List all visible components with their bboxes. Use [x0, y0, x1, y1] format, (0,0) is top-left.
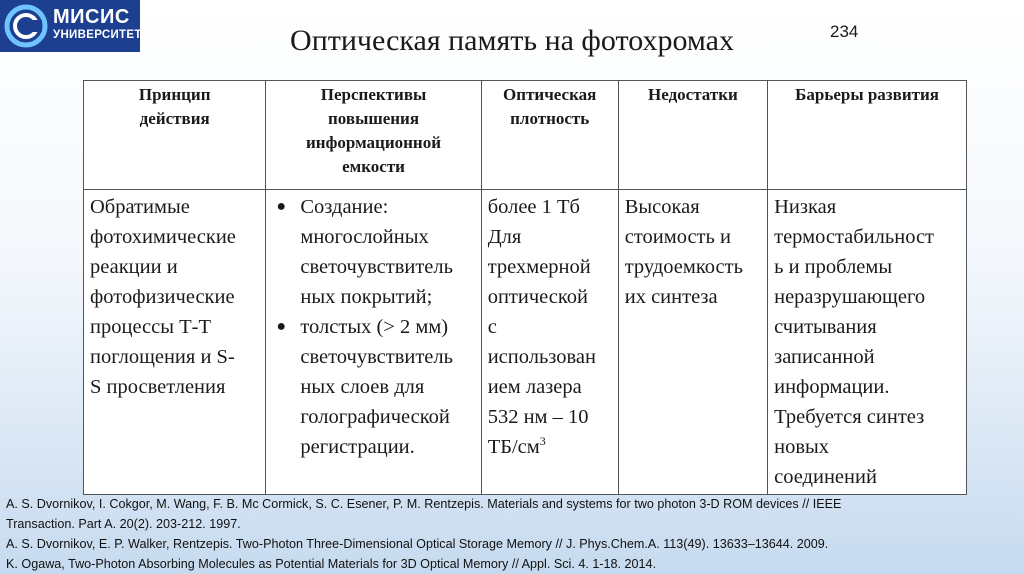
- cell-prospects: [266, 190, 481, 495]
- comparison-table: [83, 80, 967, 495]
- header-prospects: Перспективы повышения информационной емкости: [266, 81, 481, 190]
- cell-principle: Обратимые фотохимические реакции и фотофизические процессы Т-Т поглощения и S- S просветления: [84, 190, 266, 495]
- reference-line: Transaction. Part A. 20(2). 203-212. 1997.: [6, 517, 241, 531]
- header-density: Оптическая плотность: [481, 81, 618, 190]
- header-principle: Принцип действия: [84, 81, 266, 190]
- references: [6, 494, 1021, 574]
- list-item: ● Создание: многослойных светочувствитель ных покрытий;: [272, 192, 474, 312]
- logo-title: МИСИС: [53, 6, 130, 28]
- slide-title: Оптическая память на фотохромах: [290, 24, 734, 57]
- table-row: [84, 190, 967, 495]
- header-barriers: Барьеры развития: [768, 81, 967, 190]
- page-number: 234: [830, 22, 859, 41]
- bullet-icon: ●: [276, 318, 287, 335]
- reference-line: A. S. Dvornikov, I. Cokgor, M. Wang, F. B. Mc Cormick, S. C. Esener, P. M. Rentzepis. Materials and systems for two photon 3-D ROM devices // IEEE: [6, 497, 842, 511]
- list-item: ● толстых (> 2 мм) светочувствитель ных слоев для голографической регистрации.: [272, 312, 474, 462]
- logo-subtitle: УНИВЕРСИТЕТ: [53, 29, 142, 41]
- reference-line: A. S. Dvornikov, E. P. Walker, Rentzepis. Two-Photon Three-Dimensional Optical Storage Memory // J. Phys.Chem.A. 113(49). 13633–13644. 2009.: [6, 537, 829, 551]
- bullet-icon: ●: [276, 198, 287, 215]
- header-drawbacks: Недостатки: [618, 81, 767, 190]
- cell-drawbacks: Высокая стоимость и трудоемкость их синтеза: [618, 190, 767, 495]
- reference-line: K. Ogawa, Two-Photon Absorbing Molecules as Potential Materials for 3D Optical Memory // Appl. Sci. 4. 1-18. 2014.: [6, 557, 657, 571]
- cell-density: более 1 Тб Для трехмерной оптической с использован ием лазера 532 нм – 10 $ТБ/см^3$: [481, 190, 618, 495]
- table-header-row: [84, 81, 967, 190]
- cell-barriers: Низкая термостабильност ь и проблемы неразрушающего считывания записанной информации. Требуется синтез новых соединений: [768, 190, 967, 495]
